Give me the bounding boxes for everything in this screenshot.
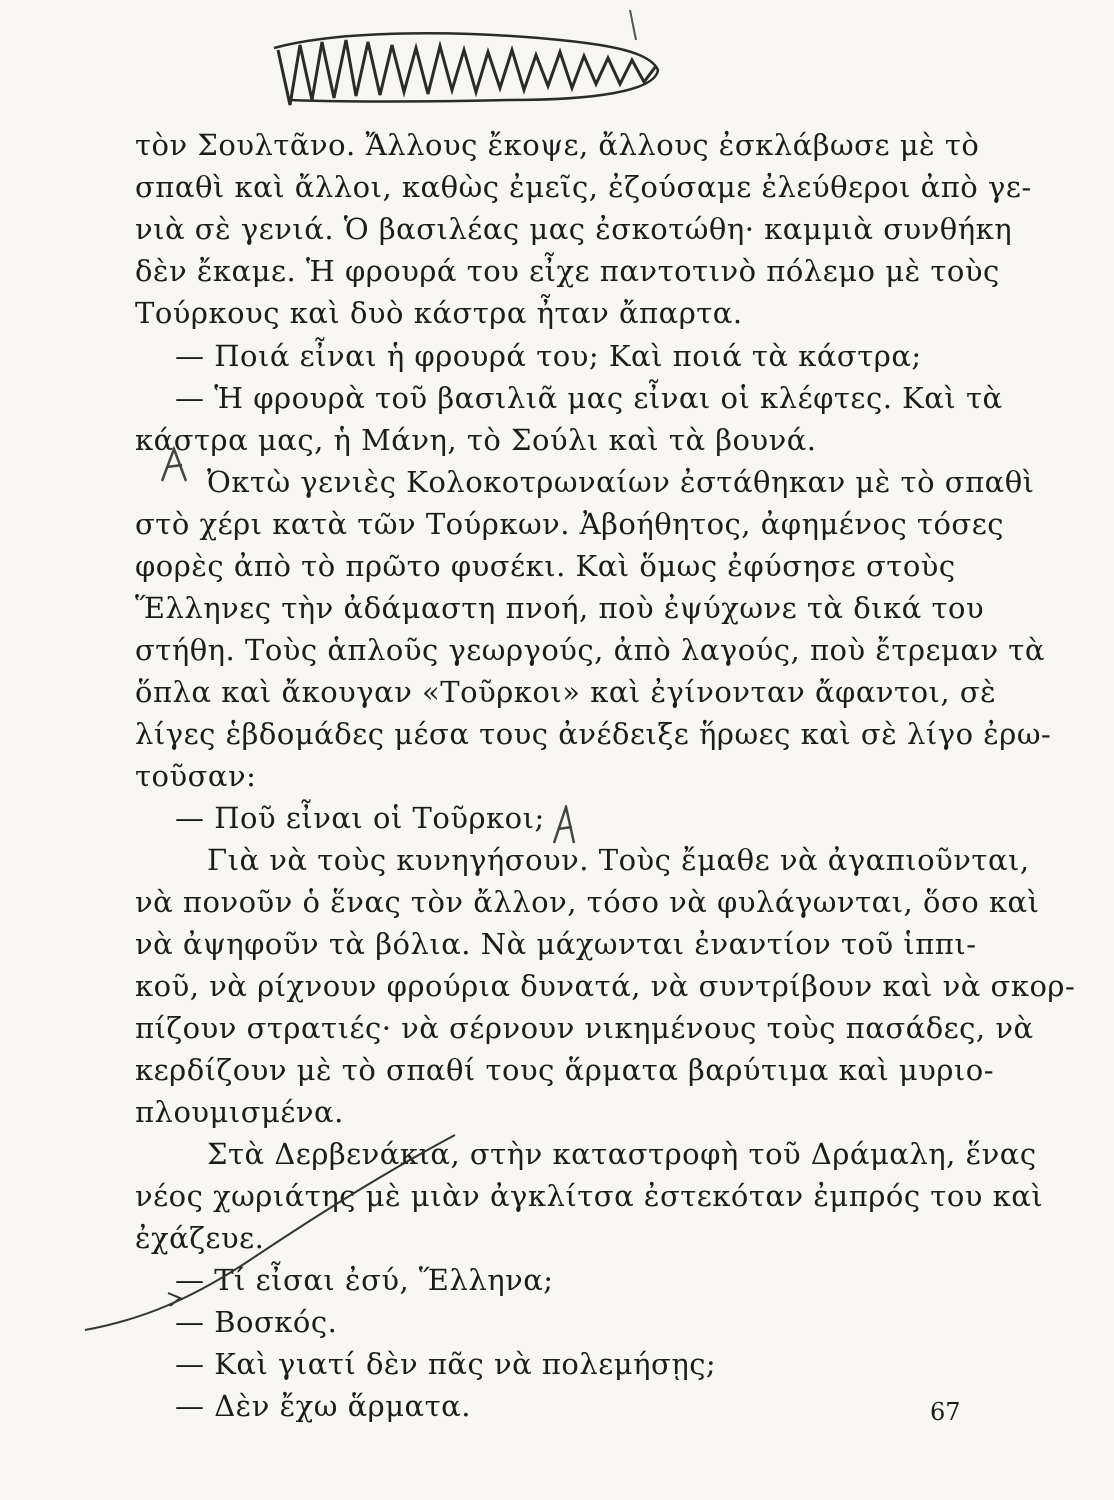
text-line: πλουμισμένα. — [135, 1095, 344, 1129]
handwritten-strike-line — [80, 1130, 460, 1350]
text-line: τὸν Σουλτᾶνο. Ἄλλους ἔκοψε, ἄλλους ἐσκλάβωσε μὲ τὸ — [135, 128, 980, 162]
text-line: Ὀκτὼ γενιὲς Κολοκοτρωναίων ἐστάθηκαν μὲ τὸ σπαθὶ — [207, 465, 1035, 499]
text-line: τοῦσαν: — [135, 759, 257, 793]
text-line: νὰ ἀψηφοῦν τὰ βόλια. Νὰ μάχωνται ἐναντίον τοῦ ἱππι- — [135, 927, 977, 961]
text-line: στήθη. Τοὺς ἁπλοῦς γεωργούς, ἀπὸ λαγούς, ποὺ ἔτρεμαν τὰ — [135, 633, 1045, 667]
text-line: Στὰ Δερβενάκια, στὴν καταστροφὴ τοῦ Δράμαλη, ἕνας — [207, 1137, 1037, 1171]
text-line: στὸ χέρι κατὰ τῶν Τούρκων. Ἀβοήθητος, ἀφημένος τόσες — [135, 507, 1004, 541]
text-line: νὰ πονοῦν ὁ ἕνας τὸν ἄλλον, τόσο νὰ φυλάγωνται, ὅσο καὶ — [135, 885, 1040, 919]
heading-scribble — [260, 0, 680, 120]
handwritten-a-mark — [158, 445, 194, 485]
text-line: Γιὰ νὰ τοὺς κυνηγήσουν. Τοὺς ἔμαθε νὰ ἀγαπιοῦνται, — [207, 843, 1030, 877]
text-line: κοῦ, νὰ ρίχνουν φρούρια δυνατά, νὰ συντρίβουν καὶ νὰ σκορ- — [135, 969, 1076, 1003]
page-number: 67 — [930, 1398, 961, 1426]
handwritten-a-mark — [548, 805, 584, 845]
text-line: — Βοσκός. — [175, 1305, 338, 1339]
text-line: — Δὲν ἔχω ἅρματα. — [175, 1389, 471, 1423]
text-line: — Τί εἶσαι ἐσύ, Ἕλληνα; — [175, 1263, 554, 1297]
text-line: σπαθὶ καὶ ἄλλοι, καθὼς ἐμεῖς, ἐζούσαμε ἐλεύθεροι ἀπὸ γε- — [135, 170, 1032, 204]
text-line: νιὰ σὲ γενιά. Ὁ βασιλέας μας ἐσκοτώθη· καμμιὰ συνθήκη — [135, 212, 1013, 246]
text-line: ἐχάζευε. — [135, 1221, 265, 1255]
text-line: κάστρα μας, ἡ Μάνη, τὸ Σούλι καὶ τὰ βουνά. — [135, 423, 817, 457]
text-line: φορὲς ἀπὸ τὸ πρῶτο φυσέκι. Καὶ ὅμως ἐφύσησε στοὺς — [135, 549, 956, 583]
text-line: λίγες ἑβδομάδες μέσα τους ἀνέδειξε ἥρωες καὶ σὲ λίγο ἐρω- — [135, 717, 1052, 751]
text-line: κερδίζουν μὲ τὸ σπαθί τους ἅρματα βαρύτιμα καὶ μυριο- — [135, 1053, 995, 1087]
text-line: Τούρκους καὶ δυὸ κάστρα ἦταν ἄπαρτα. — [135, 296, 743, 330]
text-line: νέος χωριάτης μὲ μιὰν ἀγκλίτσα ἐστεκόταν ἐμπρός του καὶ — [135, 1179, 1044, 1213]
text-line: — Καὶ γιατί δὲν πᾶς νὰ πολεμήσῃς; — [175, 1347, 717, 1381]
text-line: — Ἡ φρουρὰ τοῦ βασιλιᾶ μας εἶναι οἱ κλέφτες. Καὶ τὰ — [175, 381, 1003, 415]
text-line: — Ποῦ εἶναι οἱ Τοῦρκοι; — [175, 801, 545, 835]
text-line: δὲν ἔκαμε. Ἡ φρουρά του εἶχε παντοτινὸ πόλεμο μὲ τοὺς — [135, 254, 1000, 288]
text-line: πίζουν στρατιές· νὰ σέρνουν νικημένους τοὺς πασάδες, νὰ — [135, 1011, 1034, 1045]
text-line: Ἕλληνες τὴν ἀδάμαστη πνοή, ποὺ ἐψύχωνε τὰ δικά του — [135, 591, 985, 625]
text-line: — Ποιά εἶναι ἡ φρουρά του; Καὶ ποιά τὰ κάστρα; — [175, 339, 922, 373]
text-line: ὅπλα καὶ ἄκουγαν «Τοῦρκοι» καὶ ἐγίνονταν ἄφαντοι, σὲ — [135, 675, 997, 709]
